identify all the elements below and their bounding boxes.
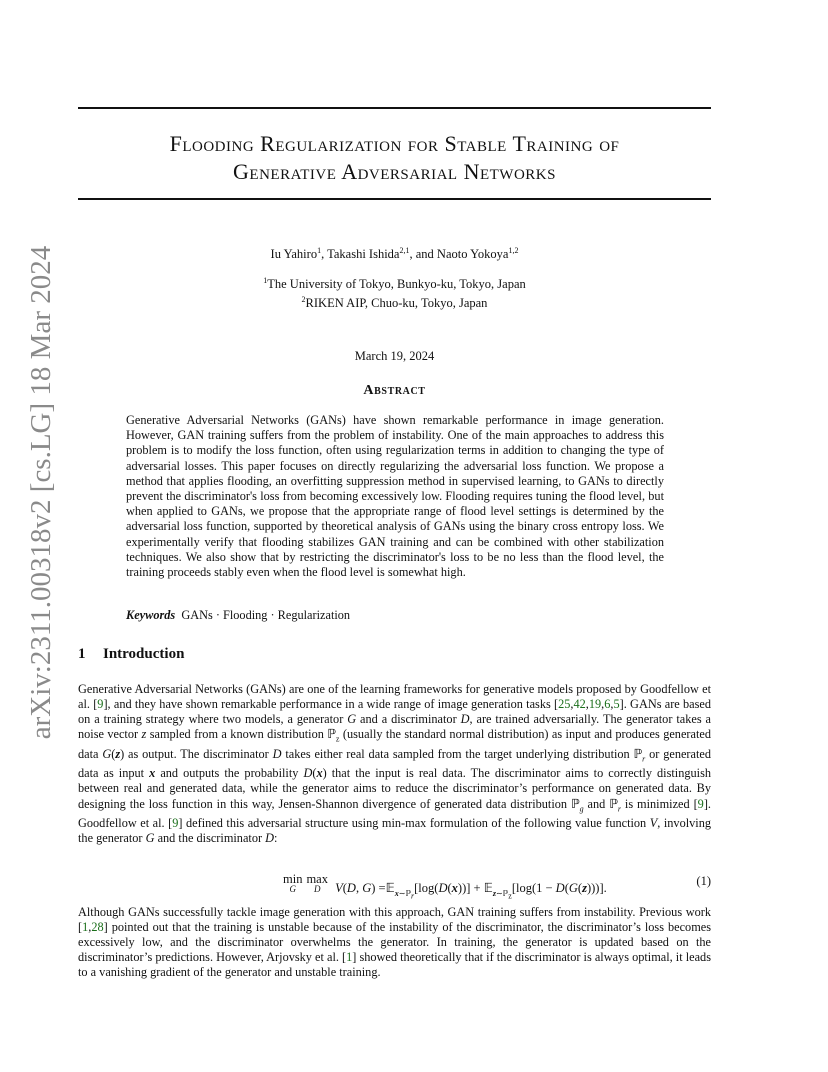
abstract-text: Generative Adversarial Networks (GANs) have shown remarkable performance in image generation. However, GAN training suffers from the problem of instability. One of the main approaches to address this problem is to modify the loss function, often using regularization terms in addition to changing the type of adversarial losses. This paper focuses on directly regularizing the adversarial loss function. We propose a method that applies flooding, an overfitting suppression method in supervised learning, to GANs to directly prevent the discriminator's loss from becoming excessively low. Flooding requires tuning the flood level, but when applied to GANs, we propose that the appropriate range of flood level settings is determined by the adversarial loss function, supported by theoretical analysis of GANs using the binary cross entropy loss. We experimentally verify that flooding stabilizes GAN training and can be combined with other stabilization techniques. We also show that by restricting the discriminator's loss to be no less than the flood level, the training proceeds stably even when the flood level is somewhat high.	[126, 413, 664, 580]
section-number: 1	[78, 646, 86, 662]
citation-link[interactable]: 42	[573, 697, 586, 712]
title-line-2: Generative Adversarial Networks	[233, 159, 556, 184]
arxiv-identifier: arXiv:2311.00318v2 [cs.LG] 18 Mar 2024	[25, 245, 58, 739]
citation-link[interactable]: 9	[172, 816, 179, 831]
author-affil-sup: 1,2	[508, 246, 519, 255]
keywords-line	[126, 608, 664, 623]
affiliations	[78, 273, 711, 311]
equation-1	[78, 868, 711, 901]
intro-paragraph-1: Generative Adversarial Networks (GANs) are one of the learning frameworks for generative models proposed by Goodfellow et al. [9], and they have shown remarkable performance in a wide range of image generation tasks [25,42,19,6,5]. GANs are based on a training strategy where two models, a generator G and a discriminator D, are trained adversarially. The generator takes a noise vector z sampled from a known distribution ℙ$_z$ (usually the standard normal distribution) as input and produces generated data G(z) as output. The discriminator D takes either real data sampled from the target underlying distribution ℙ$_r$ or generated data as input x and outputs the probability D(x) that the input is real data. The discriminator aims to correctly distinguish between real and generated data, while the generator aims to reduce the discriminator’s performance on generated data. By designing the loss function in this way, Jensen-Shannon divergence of generated data distribution ℙ$_g$ and ℙ$_r$ is minimized [9]. Goodfellow et al. [9] defined this adversarial structure using min-max formulation of the following value function V, involving the generator G and the discriminator D:	[78, 682, 712, 846]
abstract-heading: Abstract	[363, 383, 426, 398]
author-name: Iu Yahiro	[270, 247, 318, 262]
keywords-label: Keywords	[126, 608, 176, 622]
section-heading-introduction	[78, 646, 184, 663]
citation-link[interactable]: 6	[604, 697, 611, 712]
arxiv-sidebar-stamp	[22, 245, 62, 739]
author-name: Naoto Yokoya	[436, 247, 509, 262]
title-line-1: Flooding Regularization for Stable Training of	[169, 131, 620, 156]
citation-link[interactable]: 9	[97, 697, 104, 712]
paper-date: March 19, 2024	[354, 349, 435, 363]
affiliation-line: $^1$The University of Tokyo, Bunkyo-ku, Tokyo, Japan	[263, 276, 526, 292]
citation-link[interactable]: 5	[613, 697, 620, 712]
citation-link[interactable]: 1	[82, 920, 89, 935]
author-affil-sup: 2,1	[399, 246, 410, 255]
keywords-values: GANs · Flooding · Regularization	[181, 608, 351, 622]
section-title: Introduction	[103, 646, 185, 662]
author-separator: ,	[321, 247, 328, 262]
author-name: Takashi Ishida	[327, 247, 400, 262]
citation-link[interactable]: 19	[588, 697, 602, 712]
citation-link[interactable]: 1	[346, 950, 353, 965]
author-list	[78, 243, 711, 262]
citation-link[interactable]: 28	[91, 920, 104, 935]
intro-paragraph-2: Although GANs successfully tackle image generation with this approach, GAN training suffers from instability. Previous work [1,28] pointed out that the training is unstable because of the instability of the discriminator, the discriminator’s loss becomes excessively low, and the discriminator overwhelms the generator. In training, the generator is updated based on the discriminator’s predictions. However, Arjovsky et al. [1] showed theoretically that if the discriminator is always optimal, it leads to a vanishing gradient of the generator and unstable training.	[78, 905, 711, 980]
citation-link[interactable]: 25	[558, 697, 571, 712]
title-top-rule	[78, 107, 711, 109]
citation-link[interactable]: 9	[697, 796, 704, 811]
equation-body: min G max D V(D, G) =𝔼$_{x\sim ℙ_r}$[log(D(x))] + 𝔼$_{z\sim ℙ_z}$[log(1 − D(G(z)))].	[283, 872, 607, 901]
author-affil-sup: 1	[317, 246, 322, 255]
abstract-body	[126, 413, 664, 580]
equation-number: (1)	[696, 874, 711, 888]
paper-title	[78, 130, 711, 186]
author-separator: , and	[409, 247, 437, 262]
affiliation-line: $^2$RIKEN AIP, Chuo-ku, Tokyo, Japan	[301, 295, 488, 311]
title-bottom-rule	[78, 198, 711, 200]
